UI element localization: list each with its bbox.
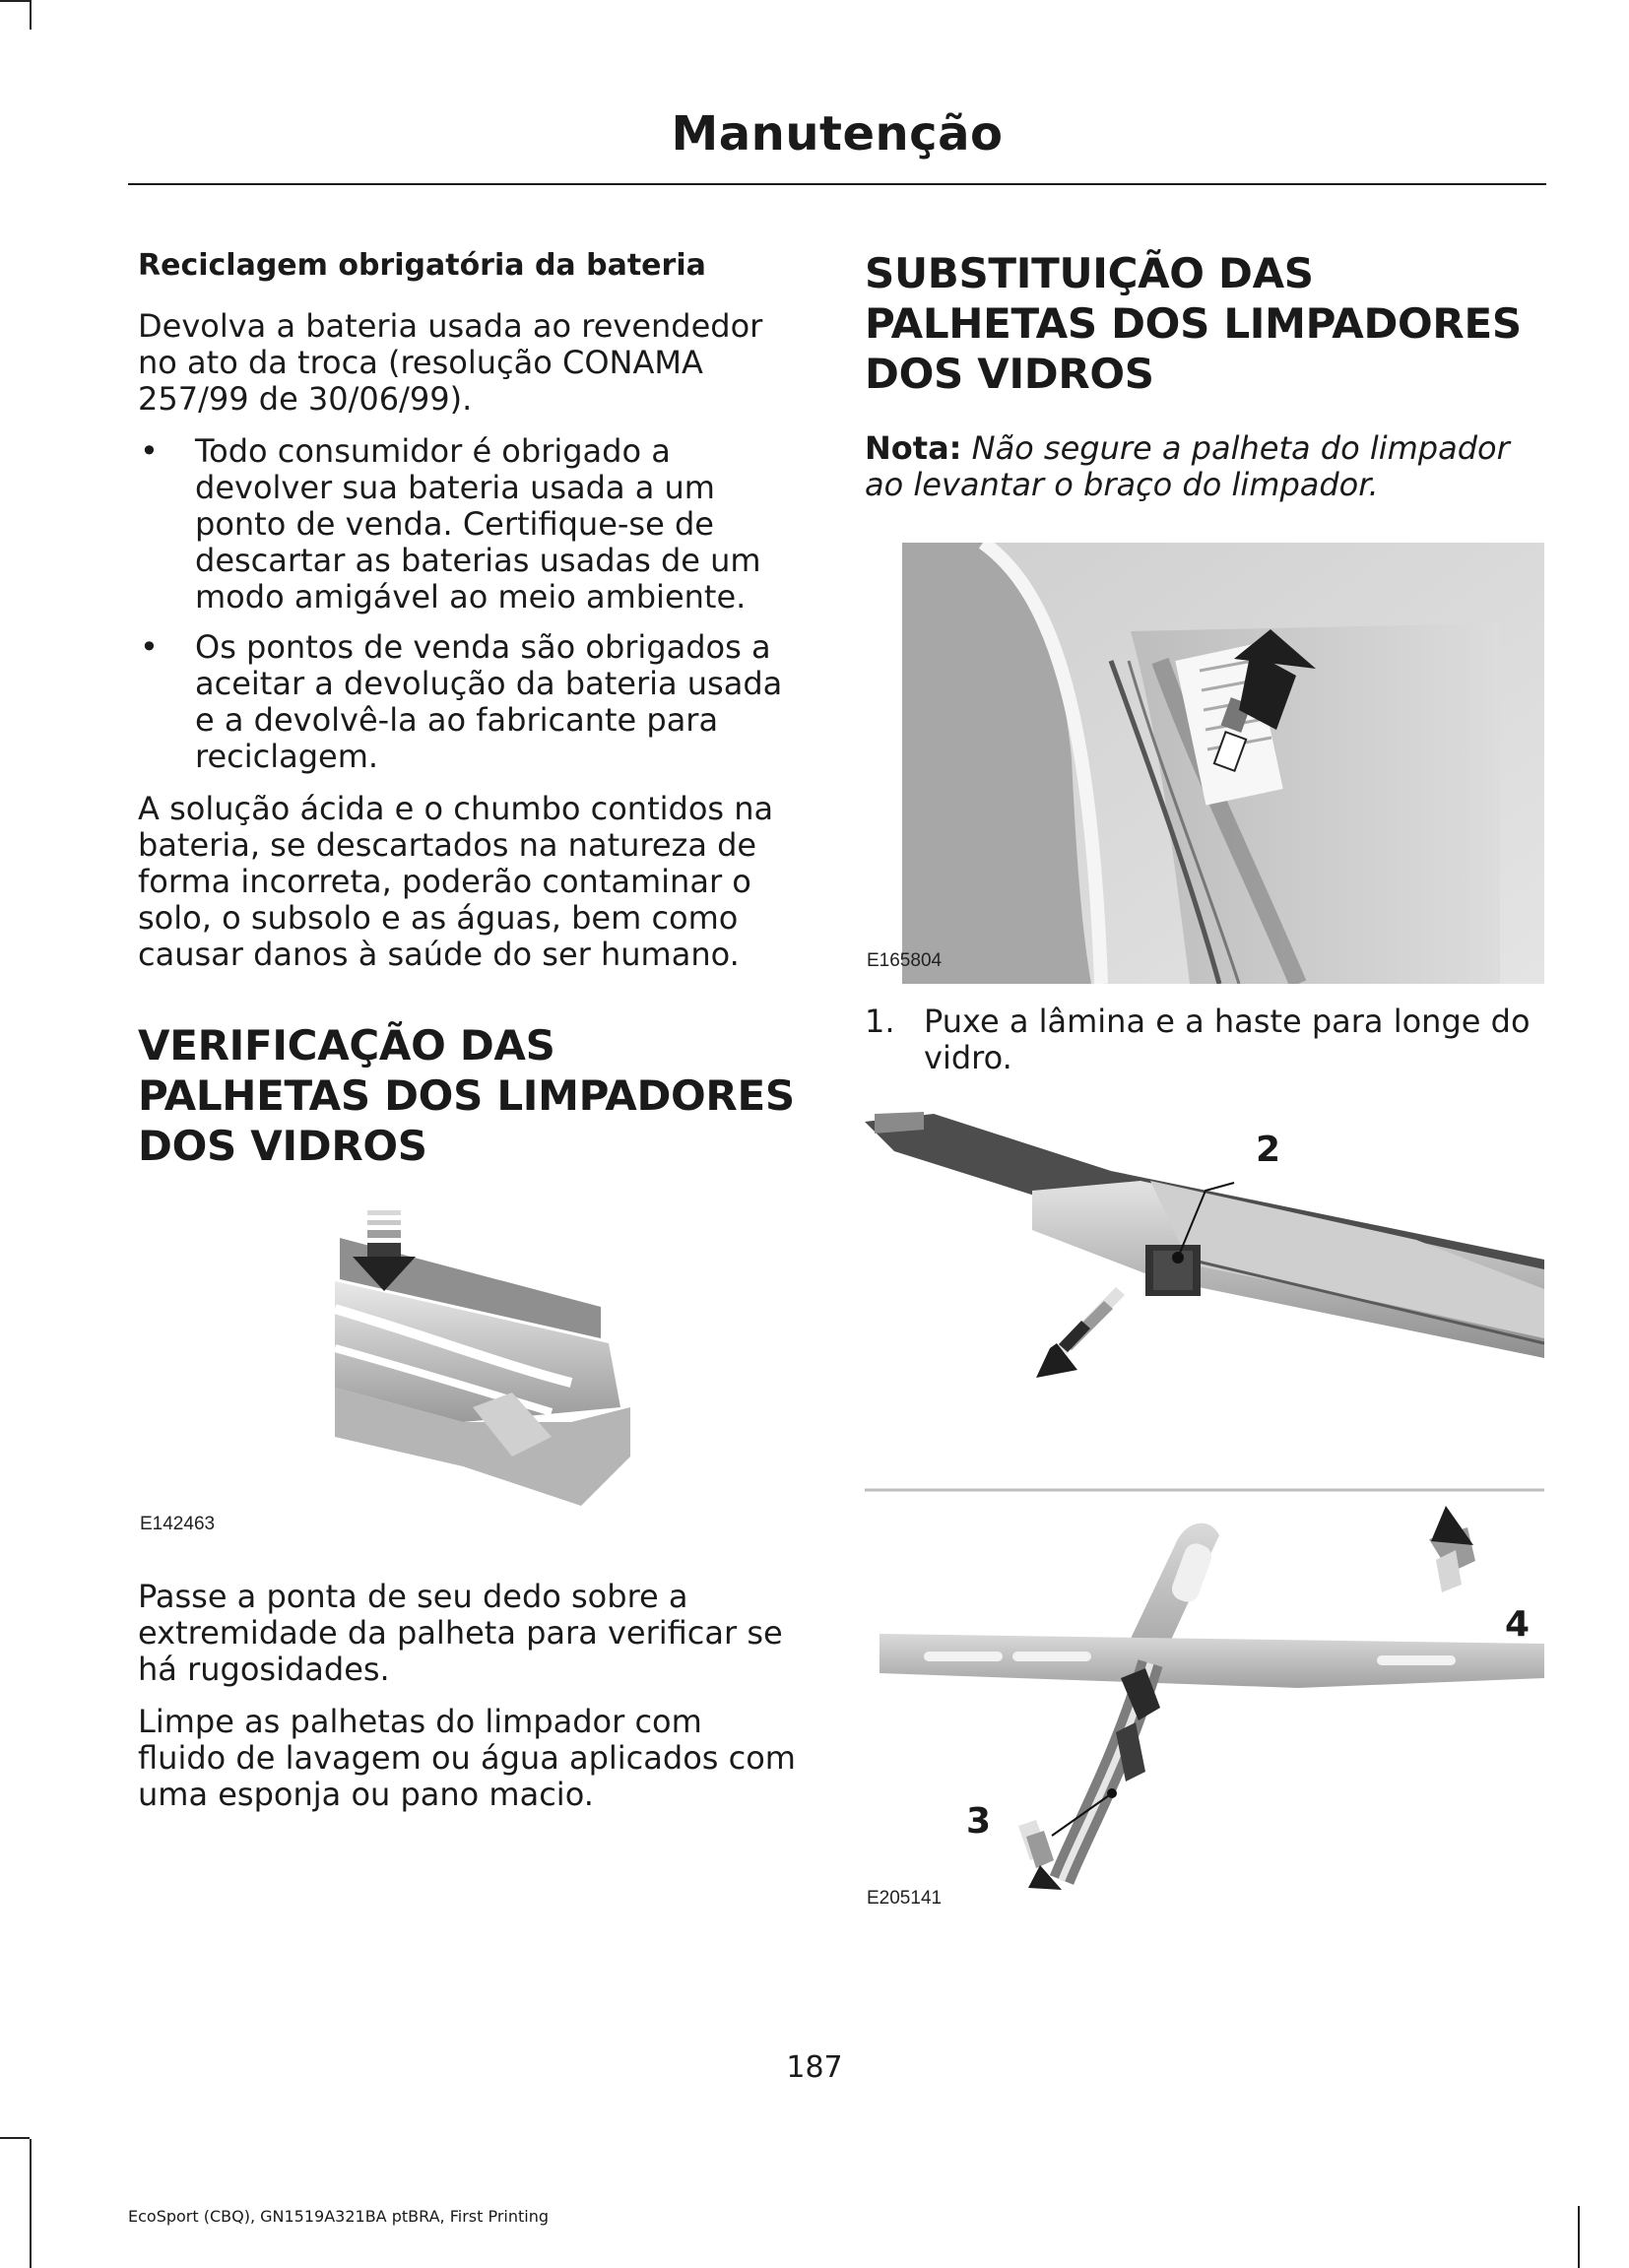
- bullet-mark: •: [140, 432, 159, 470]
- crop-mark: [0, 0, 30, 2]
- list-item: [138, 629, 800, 775]
- page-title: Manutenção: [671, 106, 1004, 162]
- wiper-blade-illustration: [138, 1210, 800, 1545]
- figure-code: E165804: [867, 950, 943, 971]
- note: [865, 430, 1544, 503]
- left-column: [138, 248, 800, 1829]
- replace-heading: SUBSTITUIÇÃO DAS PALHETAS DOS LIMPADORES DOS VIDROS: [865, 249, 1522, 398]
- step-number: 1.: [865, 1003, 895, 1040]
- callout-4: 4: [1505, 1604, 1531, 1645]
- figure-code: E205141: [867, 1888, 943, 1909]
- right-column: [865, 248, 1544, 1939]
- crop-mark: [30, 2139, 32, 2268]
- recycle-intro: Devolva a bateria usada ao revendedor no ato da troca (resolução CONAMA 257/99 de 30/06/99).: [138, 307, 763, 418]
- page-number: 187: [786, 2050, 843, 2085]
- note-label: Nota:: [865, 429, 962, 467]
- wiper-blade-figure: [138, 1210, 800, 1545]
- acid-paragraph: A solução ácida e o chumbo contidos na bateria, se descartados na natureza de forma incorreta, poderão contaminar o solo, o subsolo e as águas, bem como causar danos à saúde do ser humano.: [138, 790, 774, 973]
- step-1: [865, 1004, 1544, 1076]
- wiper-removal-figure: [865, 1112, 1544, 1939]
- crop-mark: [1578, 2206, 1580, 2268]
- callout-3: 3: [966, 1801, 992, 1842]
- check-heading: VERIFICAÇÃO DAS PALHETAS DOS LIMPADORES DOS VIDROS: [138, 1021, 795, 1170]
- check-text-2: Limpe as palhetas do limpador com fluido de lavagem ou água aplicados com uma esponja ou pano macio.: [138, 1703, 796, 1813]
- wiper-arm-figure: [865, 543, 1544, 984]
- recycle-heading: Reciclagem obrigatória da bateria: [138, 248, 706, 283]
- crop-mark: [30, 0, 32, 30]
- bullet-text: Os pontos de venda são obrigados a aceitar a devolução da bateria usada e a devolvê-la ao fabricante para reciclagem.: [195, 628, 783, 775]
- bullet-list: [138, 433, 800, 775]
- bullet-text: Todo consumidor é obrigado a devolver sua bateria usada a um ponto de venda. Certifique-se de descartar as baterias usadas de um modo amigável ao meio ambiente.: [195, 432, 761, 616]
- note-text: Não segure a palheta do limpador ao levantar o braço do limpador.: [865, 429, 1510, 503]
- figure-code: E142463: [140, 1514, 216, 1534]
- list-item: [138, 433, 800, 616]
- crop-mark: [0, 2137, 30, 2139]
- windshield-illustration: [865, 543, 1544, 984]
- footer-text: EcoSport (CBQ), GN1519A321BA ptBRA, First Printing: [128, 2207, 550, 2226]
- check-text-1: Passe a ponta de seu dedo sobre a extremidade da palheta para verificar se há rugosidades.: [138, 1578, 783, 1688]
- bullet-mark: •: [140, 628, 159, 666]
- callout-2: 2: [1256, 1130, 1281, 1170]
- step-text: Puxe a lâmina e a haste para longe do vidro.: [924, 1003, 1531, 1076]
- page-header: [128, 98, 1546, 185]
